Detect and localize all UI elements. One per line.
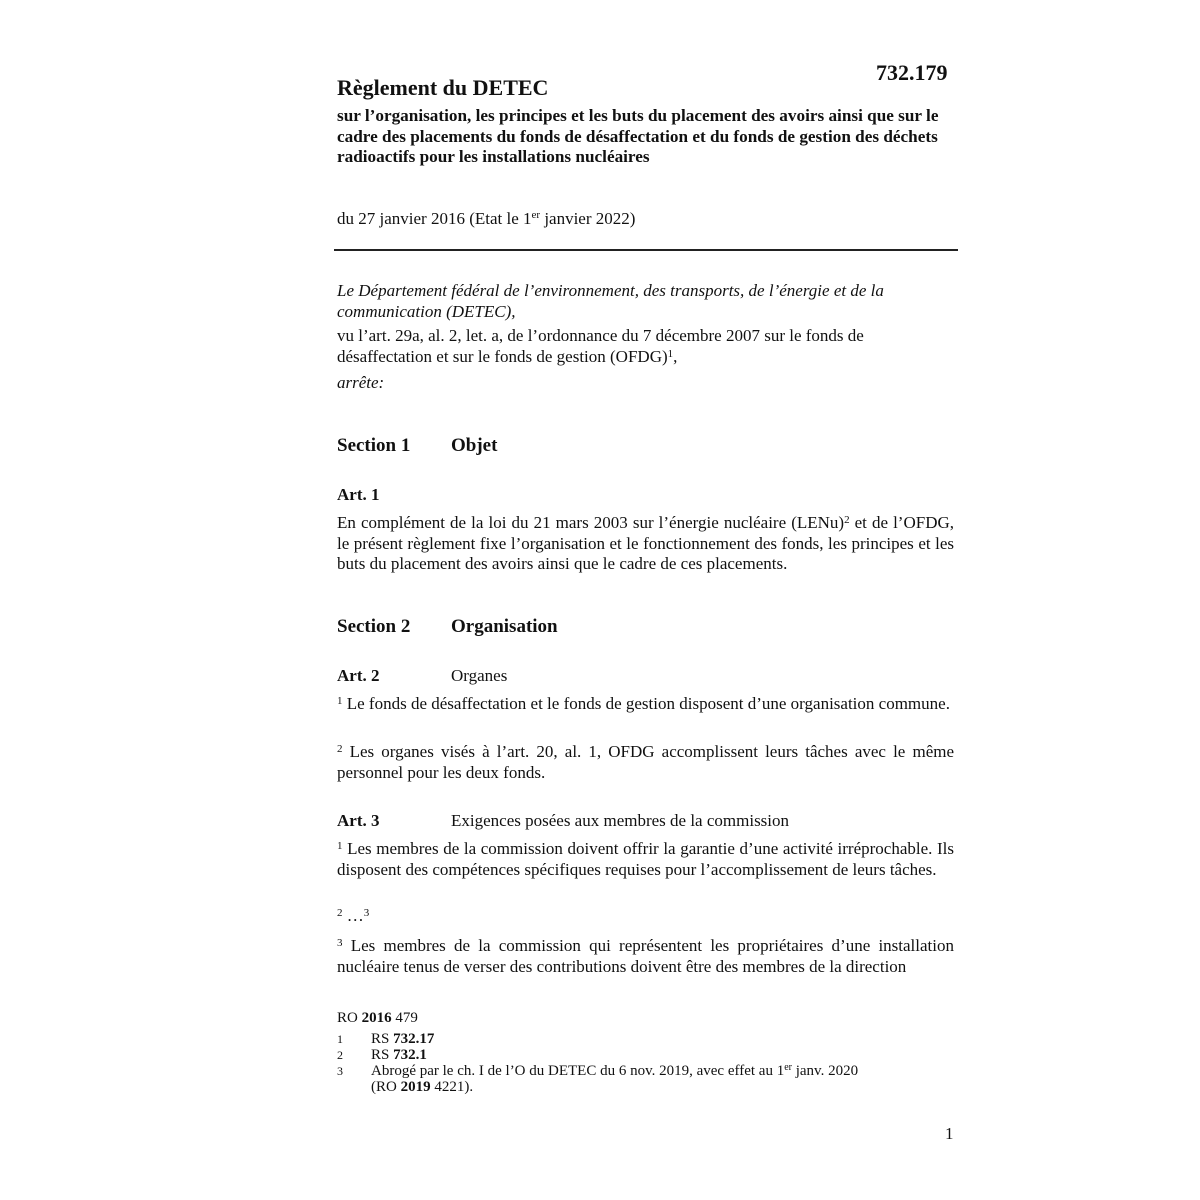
footnote-text-a: Abrogé par le ch. I de l’O du DETEC du 6 nov. 2019, avec effet au 1	[371, 1063, 785, 1079]
footnote-ref-1[interactable]: 1	[667, 347, 674, 360]
footnote-ref-link[interactable]: 732.1	[393, 1047, 427, 1063]
sr-number: 732.179	[876, 60, 948, 85]
article-1-text-a: En complément de la loi du 21 mars 2003 sur l’énergie nucléaire (LENu)	[337, 513, 845, 532]
section-1-number: Section 1	[337, 435, 411, 456]
para-number: 3	[337, 937, 343, 949]
section-2-title: Organisation	[451, 616, 558, 637]
ro-reference	[337, 1010, 418, 1027]
article-1-text	[337, 513, 954, 575]
preamble-arrete: arrête:	[337, 373, 385, 392]
preamble-vu	[337, 326, 957, 367]
para-text: Les membres de la commission qui représentent les propriétaires d’une installation nucléaire tenus de verser des contributions doivent être des membres de la direction	[337, 936, 954, 976]
footnote-2	[337, 1047, 937, 1063]
date-prefix: du 27 janvier 2016 (Etat le 1	[337, 209, 532, 228]
footnote-prefix: RS	[371, 1031, 394, 1047]
article-3-heading	[337, 811, 789, 831]
article-2-para-2	[337, 742, 954, 783]
ro-page: 479	[391, 1010, 418, 1026]
page-subtitle: sur l’organisation, les principes et les buts du placement des avoirs ainsi que sur le cadre des placements du fonds de désaffectation et du fonds de gestion des déchets radioactifs pour les installations nucléaires	[337, 106, 939, 166]
footnote-text-b: janv. 2020	[791, 1063, 859, 1079]
header-divider	[334, 249, 958, 251]
footnote-text-c: (RO	[371, 1079, 401, 1095]
footnote-prefix: RS	[371, 1047, 394, 1063]
footnote-ref-2[interactable]: 2	[844, 514, 850, 526]
footnote-number: 3	[337, 1064, 343, 1078]
section-2-heading	[337, 616, 558, 638]
section-2-number: Section 2	[337, 616, 411, 637]
page-title: Règlement du DETEC	[337, 75, 549, 100]
section-1-heading	[337, 435, 497, 457]
article-3-para-3	[337, 936, 954, 977]
article-3-para-2	[337, 906, 954, 927]
para-number: 1	[337, 695, 343, 707]
date-suffix: janvier 2022)	[540, 209, 636, 228]
para-text: Les membres de la commission doivent offrir la garantie d’une activité irréprochable. Ils disposent des compétences spécifiques requises pour l’accomplissement de leurs tâches.	[337, 839, 954, 879]
preamble-vu-end: ,	[673, 346, 678, 366]
article-3-title: Exigences posées aux membres de la commission	[451, 811, 790, 830]
ro-year: 2016	[361, 1010, 392, 1026]
para-number: 2	[337, 907, 343, 919]
footnote-ref-link[interactable]: 732.17	[393, 1031, 435, 1047]
footnote-year: 2019	[400, 1079, 431, 1095]
footnote-number: 1	[337, 1032, 343, 1046]
article-2-title: Organes	[451, 666, 508, 685]
section-1-title: Objet	[451, 435, 498, 456]
footnote-number: 2	[337, 1048, 343, 1062]
footnote-1	[337, 1031, 937, 1047]
date-sup: er	[531, 209, 541, 221]
article-2-para-1	[337, 694, 954, 715]
footnote-3	[337, 1063, 937, 1095]
article-2-number: Art. 2	[337, 666, 380, 685]
para-text: Les organes visés à l’art. 20, al. 1, OFDG accomplissent leurs tâches avec le même personnel pour les deux fonds.	[337, 742, 955, 782]
para-text: …	[346, 906, 364, 925]
article-3-number: Art. 3	[337, 811, 380, 830]
article-3-para-1	[337, 839, 954, 880]
ro-prefix: RO	[337, 1010, 362, 1026]
article-1-text-b: et de l’OFDG, le présent règlement fixe l’organisation et le fonctionnement des fonds, les principes et les buts du placement des avoirs ainsi que le cadre de ces placements.	[337, 513, 954, 573]
page-number: 1	[945, 1124, 954, 1143]
article-1-heading	[337, 485, 451, 505]
preamble-authority: Le Département fédéral de l’environnement, des transports, de l’énergie et de la communication (DETEC),	[337, 281, 884, 321]
article-2-heading	[337, 666, 507, 686]
para-text: Le fonds de désaffectation et le fonds de gestion disposent d’une organisation commune.	[346, 694, 950, 713]
para-number: 2	[337, 743, 343, 755]
article-1-number: Art. 1	[337, 485, 380, 504]
preamble-vu-text: vu l’art. 29a, al. 2, let. a, de l’ordonnance du 7 décembre 2007 sur le fonds de désaffectation et sur le fonds de gestion (OFDG)	[337, 326, 864, 366]
para-number: 1	[337, 840, 343, 852]
footnote-sup: er	[784, 1062, 792, 1073]
footnote-ref-3[interactable]: 3	[363, 907, 370, 919]
document-date	[337, 209, 635, 229]
footnote-text-d: 4221).	[430, 1079, 474, 1095]
